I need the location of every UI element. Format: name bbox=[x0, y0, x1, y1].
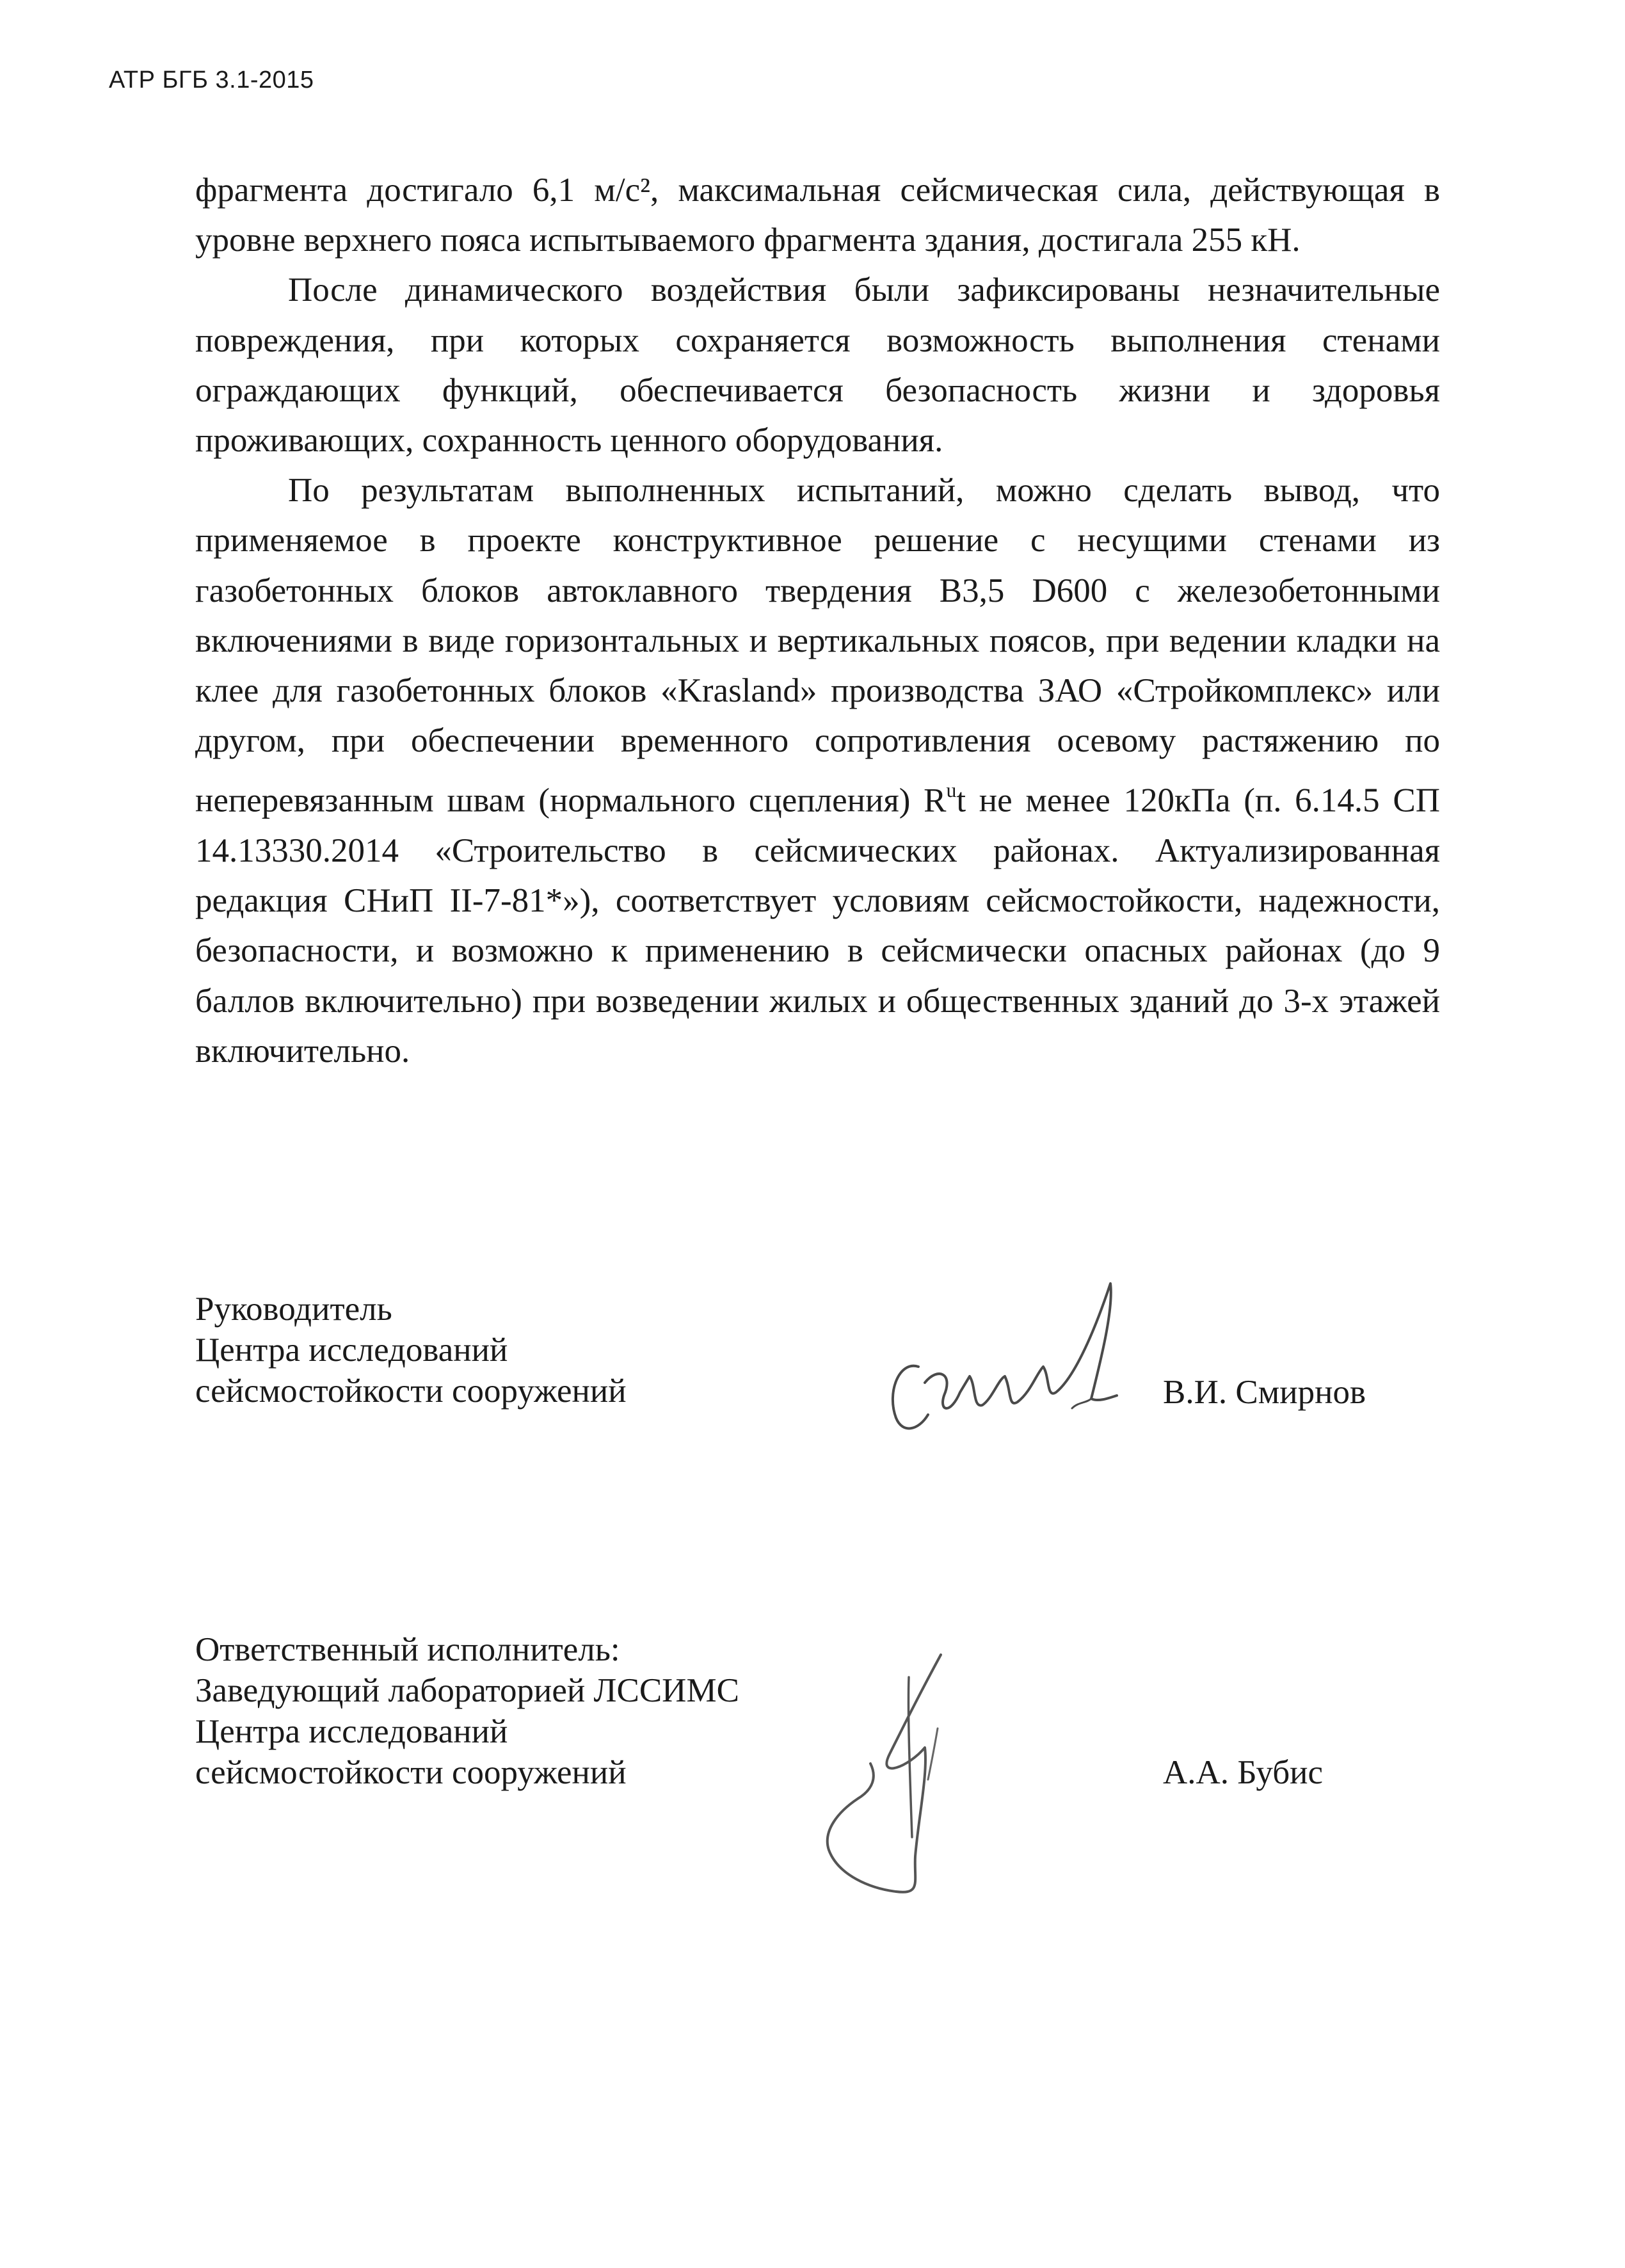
document-code: АТР БГБ 3.1-2015 bbox=[109, 67, 314, 93]
paragraph-conclusion bbox=[195, 465, 1440, 1076]
smirnov-name: В.И. Смирнов bbox=[1163, 1374, 1366, 1411]
smirnov-signature bbox=[880, 1271, 1162, 1463]
responsible-title-line-3: Центра исследований bbox=[195, 1713, 508, 1750]
responsible-signature-block bbox=[195, 1629, 739, 1793]
conclusion-text-start: По результатам выполненных испытаний, можно сделать вывод, что применяемое в проекте конструктивное решение с несущими стенами из газобетонных блоков автоклавного твердения В3,5 D600 с железобетонными включениями в виде горизонтальных и вертикальных поясов, при ведении кладки на клее для газобетонных блоков «Krasland» производства ЗАО «Стройкомплекс» или другом, при обеспечении временного сопротивления осевому растяжению по неперевязанным швам (нормального сцепления) R bbox=[195, 472, 1440, 819]
superscript-u: u bbox=[946, 779, 957, 802]
head-title-line-3: сейсмостойкости сооружений bbox=[195, 1372, 627, 1410]
responsible-title-line-4: сейсмостойкости сооружений bbox=[195, 1754, 627, 1791]
bubis-name: А.А. Бубис bbox=[1163, 1754, 1324, 1791]
head-title-line-1: Руководитель bbox=[195, 1291, 392, 1328]
responsible-title-line-1: Ответственный исполнитель: bbox=[195, 1631, 620, 1668]
document-body bbox=[195, 165, 1440, 1076]
bubis-signature bbox=[813, 1652, 979, 1920]
head-title-line-2: Центра исследований bbox=[195, 1331, 508, 1369]
responsible-title-line-2: Заведующий лабораторией ЛССИМС bbox=[195, 1672, 739, 1709]
paragraph-damage: После динамического воздействия были зафиксированы незначительные повреждения, при которых сохраняется возможность выполнения стенами ограждающих функций, обеспечивается безопасность жизни и здоровья проживающих, сохранность ценного оборудования. bbox=[195, 271, 1440, 460]
conclusion-text-end: t не менее 120кПа (п. 6.14.5 СП 14.13330.2014 «Строительство в сейсмических районах. Актуализированная редакция СНиП II-7-81*»), соответствует условиям сейсмостойкости, надежности, безопасности, и возможно к применению в сейсмически опасных районах (до 9 баллов включительно) при возведении жилых и общественных зданий до 3-х этажей включительно. bbox=[195, 782, 1441, 1070]
head-signature-block bbox=[195, 1289, 627, 1411]
paragraph-continuation: фрагмента достигало 6,1 м/с², максимальная сейсмическая сила, действующая в уровне верхнего пояса испытываемого фрагмента здания, достигала 255 кН. bbox=[195, 172, 1440, 259]
